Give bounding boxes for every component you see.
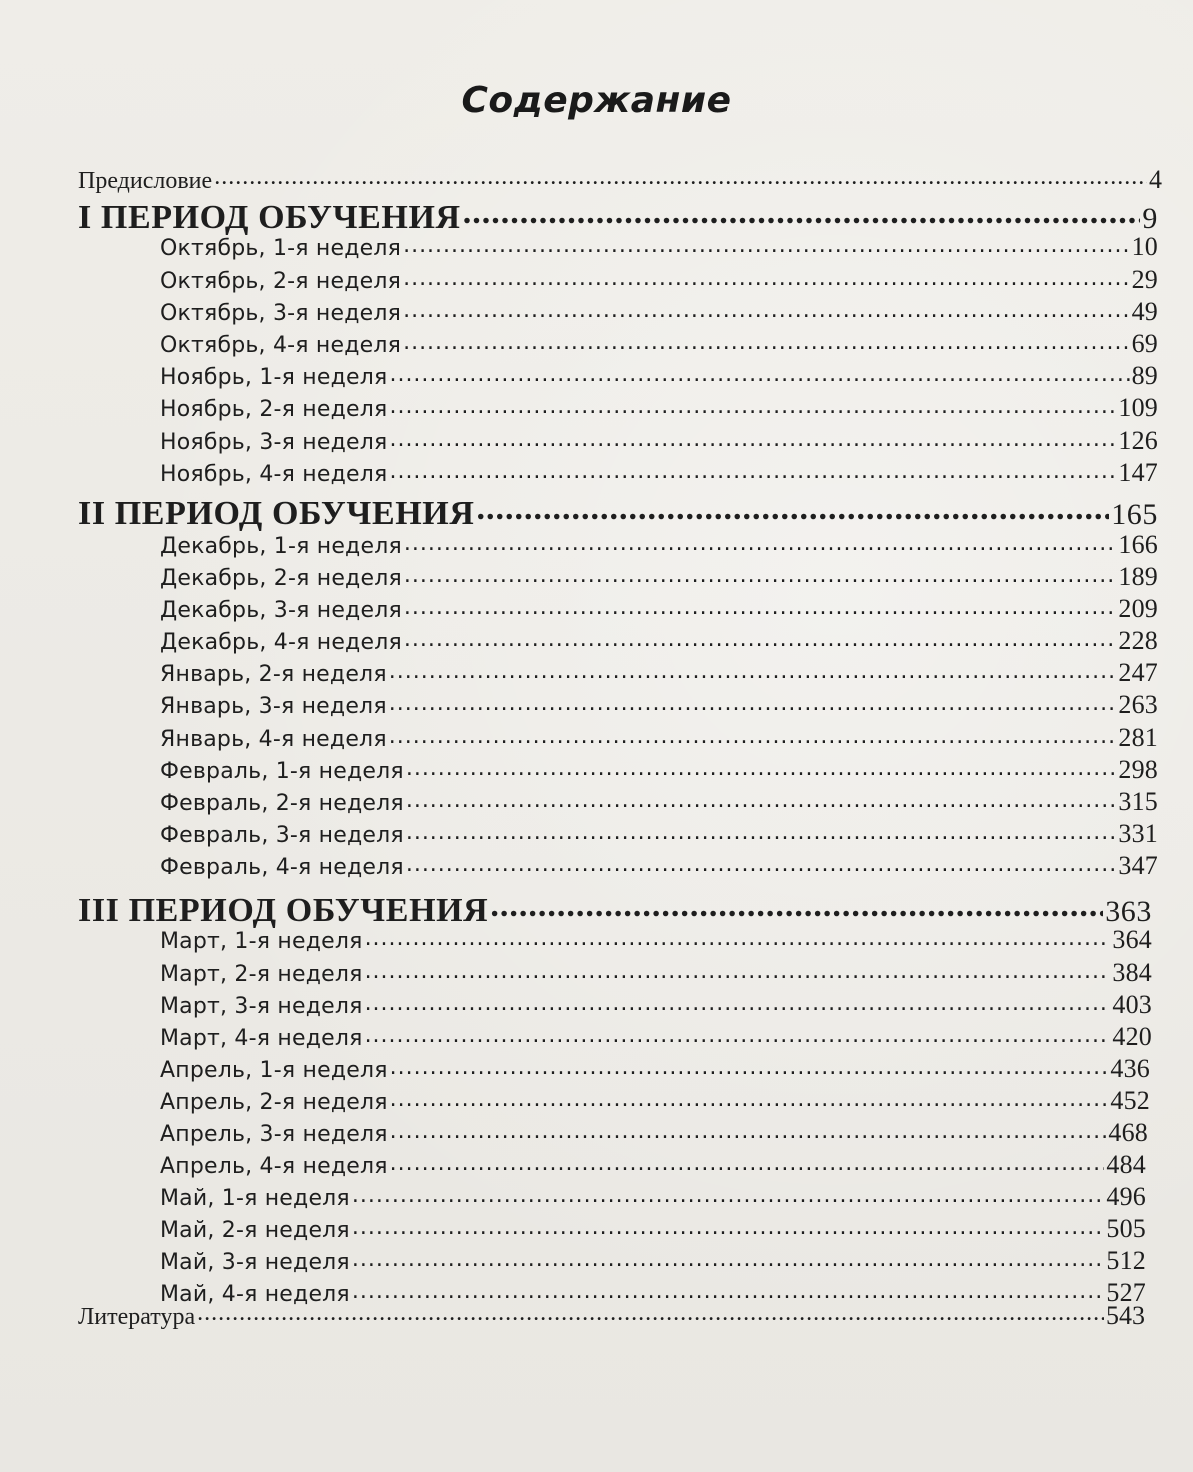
toc-entry-label: I ПЕРИОД ОБУЧЕНИЯ bbox=[78, 199, 461, 236]
dot-leader bbox=[490, 887, 1103, 921]
toc-entry-label: Апрель, 4-я неделя bbox=[160, 1154, 388, 1179]
toc-page-number: 363 bbox=[1105, 895, 1152, 928]
toc-page-number: 331 bbox=[1118, 819, 1158, 848]
dot-leader bbox=[389, 659, 1117, 681]
toc-entry bbox=[160, 851, 1158, 881]
toc-entry-label: Февраль, 4-я неделя bbox=[160, 855, 404, 880]
toc-entry-label: Ноябрь, 1-я неделя bbox=[160, 365, 388, 390]
toc-page-number: 468 bbox=[1108, 1118, 1148, 1147]
toc-entry bbox=[160, 594, 1158, 624]
toc-entry-label: Май, 4-я неделя bbox=[160, 1282, 350, 1307]
toc-entry-label: Ноябрь, 2-я неделя bbox=[160, 397, 388, 422]
toc-entry-label: II ПЕРИОД ОБУЧЕНИЯ bbox=[78, 495, 475, 532]
toc-page-number: 126 bbox=[1118, 426, 1158, 455]
toc-entry bbox=[160, 329, 1158, 359]
toc-page-number: 4 bbox=[1149, 165, 1162, 194]
dot-leader bbox=[389, 362, 1129, 384]
toc-entry bbox=[160, 562, 1158, 592]
dot-leader bbox=[406, 756, 1117, 778]
dot-leader bbox=[390, 1151, 1105, 1173]
toc-page-number: 505 bbox=[1106, 1214, 1146, 1243]
toc-page-number: 496 bbox=[1106, 1182, 1146, 1211]
dot-leader bbox=[404, 595, 1116, 617]
toc-entry-label: Январь, 3-я неделя bbox=[160, 694, 387, 719]
dot-leader bbox=[404, 563, 1116, 585]
dot-leader bbox=[389, 394, 1116, 416]
toc-entry bbox=[160, 1022, 1152, 1052]
toc-page-number: 89 bbox=[1131, 361, 1158, 390]
toc-entry bbox=[160, 990, 1152, 1020]
dot-leader bbox=[365, 959, 1111, 981]
toc-page-number: 281 bbox=[1118, 723, 1158, 752]
dot-leader bbox=[404, 531, 1116, 553]
toc-entry-label: Февраль, 1-я неделя bbox=[160, 759, 404, 784]
toc-period-heading bbox=[78, 887, 1152, 930]
dot-leader bbox=[463, 194, 1141, 228]
toc-page-number: 315 bbox=[1118, 787, 1158, 816]
toc-entry bbox=[160, 393, 1158, 423]
dot-leader bbox=[389, 691, 1117, 713]
toc-page-number: 512 bbox=[1106, 1246, 1146, 1275]
dot-leader bbox=[390, 1087, 1109, 1109]
dot-leader bbox=[352, 1183, 1105, 1205]
toc-page-number: 147 bbox=[1118, 458, 1158, 487]
toc-entry-label: Май, 2-я неделя bbox=[160, 1218, 350, 1243]
toc-entry bbox=[78, 1300, 1145, 1331]
toc-entry bbox=[78, 164, 1162, 195]
toc-entry-label: Март, 3-я неделя bbox=[160, 994, 363, 1019]
dot-leader bbox=[403, 330, 1130, 352]
toc-page-number: 298 bbox=[1118, 755, 1158, 784]
toc-page-number: 228 bbox=[1118, 626, 1158, 655]
toc-page-number: 10 bbox=[1131, 232, 1158, 261]
toc-entry bbox=[160, 426, 1158, 456]
dot-leader bbox=[406, 788, 1117, 810]
toc-page-number: 247 bbox=[1118, 658, 1158, 687]
toc-entry bbox=[160, 232, 1158, 262]
toc-entry bbox=[160, 925, 1152, 955]
toc-entry-label: Декабрь, 1-я неделя bbox=[160, 534, 402, 559]
toc-entry-label: Апрель, 1-я неделя bbox=[160, 1058, 388, 1083]
dot-leader bbox=[352, 1247, 1105, 1269]
toc-page-number: 209 bbox=[1118, 594, 1158, 623]
toc-page-number: 420 bbox=[1112, 1022, 1152, 1051]
toc-page-number: 9 bbox=[1142, 202, 1158, 235]
toc-entry-label: Март, 4-я неделя bbox=[160, 1026, 363, 1051]
toc-page-number: 347 bbox=[1118, 851, 1158, 880]
dot-leader bbox=[214, 164, 1147, 188]
toc-entry bbox=[160, 458, 1158, 488]
toc-period-heading bbox=[78, 490, 1158, 533]
toc-entry bbox=[160, 658, 1158, 688]
dot-leader bbox=[403, 233, 1130, 255]
toc-entry-label: Февраль, 2-я неделя bbox=[160, 791, 404, 816]
toc-entry bbox=[160, 1118, 1148, 1148]
dot-leader bbox=[389, 427, 1116, 449]
toc-page-number: 452 bbox=[1110, 1086, 1150, 1115]
toc-page-number: 109 bbox=[1118, 393, 1158, 422]
toc-entry bbox=[160, 958, 1152, 988]
toc-entry bbox=[160, 297, 1158, 327]
toc-page-number: 69 bbox=[1131, 329, 1158, 358]
toc-page-number: 384 bbox=[1112, 958, 1152, 987]
dot-leader bbox=[352, 1215, 1105, 1237]
toc-entry bbox=[160, 265, 1158, 295]
toc-entry-label: Ноябрь, 4-я неделя bbox=[160, 462, 388, 487]
toc-entry-label: Март, 1-я неделя bbox=[160, 929, 363, 954]
dot-leader bbox=[404, 627, 1116, 649]
toc-page-number: 166 bbox=[1118, 530, 1158, 559]
toc-entry-label: Ноябрь, 3-я неделя bbox=[160, 430, 388, 455]
toc-entry bbox=[160, 1182, 1146, 1212]
toc-page-number: 189 bbox=[1118, 562, 1158, 591]
toc-entry bbox=[160, 1246, 1146, 1276]
toc-entry bbox=[160, 755, 1158, 785]
toc-entry bbox=[160, 819, 1158, 849]
page-title: Содержание bbox=[461, 80, 732, 121]
toc-entry-label: Апрель, 3-я неделя bbox=[160, 1122, 388, 1147]
toc-entry-label: Май, 3-я неделя bbox=[160, 1250, 350, 1275]
toc-page-number: 436 bbox=[1110, 1054, 1150, 1083]
toc-entry-label: Май, 1-я неделя bbox=[160, 1186, 350, 1211]
toc-page-number: 527 bbox=[1106, 1278, 1146, 1307]
toc-entry-label: III ПЕРИОД ОБУЧЕНИЯ bbox=[78, 892, 489, 929]
toc-entry-label: Литература bbox=[78, 1304, 196, 1330]
toc-page-number: 484 bbox=[1106, 1150, 1146, 1179]
toc-entry bbox=[160, 1086, 1150, 1116]
toc-entry-label: Март, 2-я неделя bbox=[160, 962, 363, 987]
toc-entry bbox=[160, 723, 1158, 753]
toc-period-heading bbox=[78, 194, 1158, 237]
toc-entry-label: Декабрь, 3-я неделя bbox=[160, 598, 402, 623]
toc-entry-label: Апрель, 2-я неделя bbox=[160, 1090, 388, 1115]
toc-entry bbox=[160, 690, 1158, 720]
dot-leader bbox=[390, 1055, 1109, 1077]
toc-page-number: 29 bbox=[1131, 265, 1158, 294]
toc-entry-label: Февраль, 3-я неделя bbox=[160, 823, 404, 848]
dot-leader bbox=[403, 266, 1130, 288]
dot-leader bbox=[365, 1023, 1111, 1045]
dot-leader bbox=[365, 926, 1111, 948]
toc-entry-label: Октябрь, 2-я неделя bbox=[160, 269, 402, 294]
toc-entry-label: Предисловие bbox=[78, 168, 213, 194]
toc-page-number: 364 bbox=[1112, 925, 1152, 954]
dot-leader bbox=[406, 820, 1117, 842]
dot-leader bbox=[389, 724, 1117, 746]
toc-entry-label: Октябрь, 4-я неделя bbox=[160, 333, 402, 358]
toc-page-number: 263 bbox=[1118, 690, 1158, 719]
toc-entry bbox=[160, 1150, 1146, 1180]
dot-leader bbox=[389, 459, 1116, 481]
toc-entry-label: Декабрь, 4-я неделя bbox=[160, 630, 402, 655]
toc-entry-label: Октябрь, 1-я неделя bbox=[160, 236, 402, 261]
dot-leader bbox=[406, 852, 1117, 874]
dot-leader bbox=[365, 991, 1111, 1013]
toc-entry bbox=[160, 1054, 1150, 1084]
toc-entry-label: Октябрь, 3-я неделя bbox=[160, 301, 402, 326]
toc-entry bbox=[160, 361, 1158, 391]
toc-entry bbox=[160, 1214, 1146, 1244]
dot-leader bbox=[477, 490, 1110, 524]
toc-page-number: 403 bbox=[1112, 990, 1152, 1019]
toc-entry bbox=[160, 787, 1158, 817]
toc-entry bbox=[160, 626, 1158, 656]
dot-leader bbox=[390, 1119, 1107, 1141]
dot-leader bbox=[197, 1300, 1104, 1324]
dot-leader bbox=[352, 1279, 1105, 1301]
toc-entry-label: Декабрь, 2-я неделя bbox=[160, 566, 402, 591]
toc-page-number: 543 bbox=[1106, 1301, 1145, 1330]
dot-leader bbox=[403, 298, 1130, 320]
toc-page-number: 49 bbox=[1131, 297, 1158, 326]
toc-entry-label: Январь, 2-я неделя bbox=[160, 662, 387, 687]
toc-entry bbox=[160, 530, 1158, 560]
toc-page-number: 165 bbox=[1111, 498, 1158, 531]
toc-entry-label: Январь, 4-я неделя bbox=[160, 727, 387, 752]
